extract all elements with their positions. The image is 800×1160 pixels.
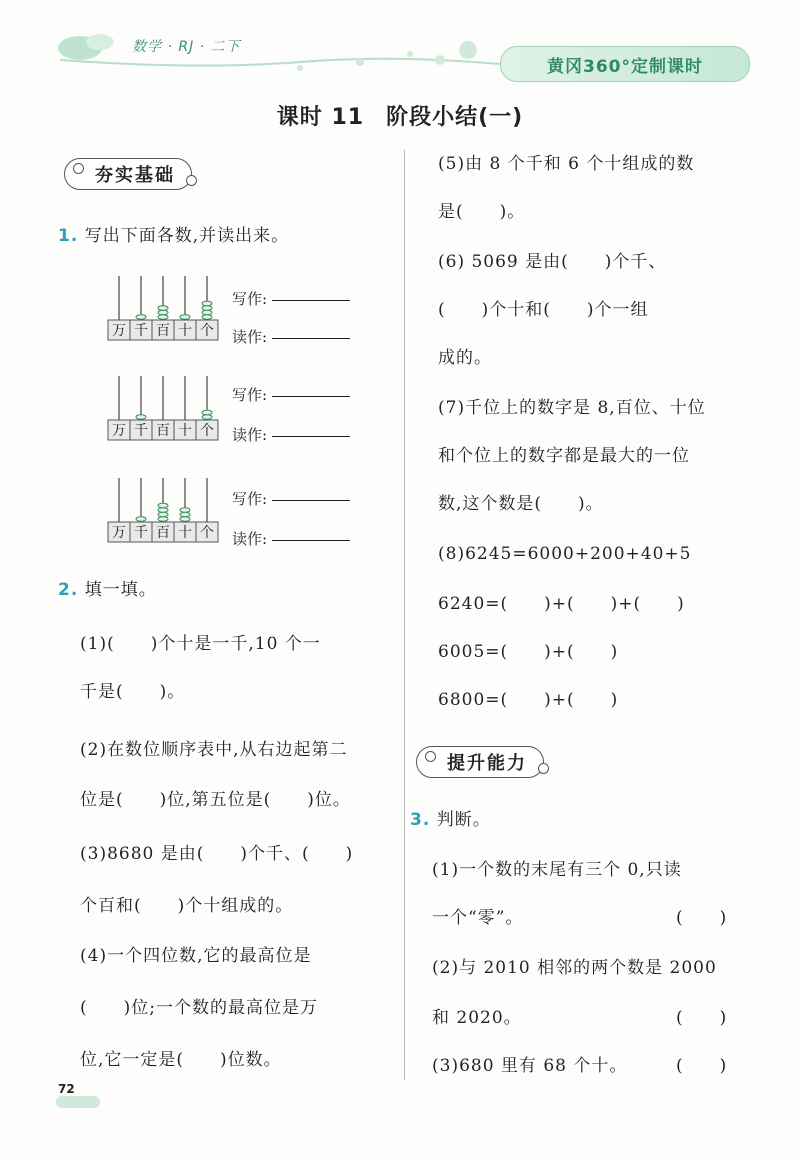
write-row-2: [232, 384, 350, 405]
place-label: 千: [134, 525, 148, 541]
q3-line: (1)一个数的末尾有三个 0,只读: [432, 860, 682, 880]
place-label: 十: [178, 423, 192, 439]
write-label: 写作:: [232, 490, 268, 508]
place-label: 百: [156, 423, 170, 439]
question-prompt: 判断。: [436, 810, 491, 830]
q2-line: (8)6245=6000+200+40+5: [438, 544, 692, 564]
abacus: [108, 478, 218, 542]
read-label: 读作:: [232, 530, 268, 548]
judge-box[interactable]: ( ): [676, 1056, 728, 1076]
section-badge-basic: [64, 158, 192, 190]
q2-line: (3)8680 是由( )个千、( ): [80, 844, 354, 864]
read-label: 读作:: [232, 426, 268, 444]
place-label: 个: [200, 423, 214, 439]
write-label: 写作:: [232, 290, 268, 308]
question-number: 1.: [58, 226, 79, 246]
abacus-bead: [202, 301, 212, 306]
abacus-figures: [100, 270, 230, 560]
q2-line: 位,它一定是( )位数。: [80, 1050, 282, 1070]
question-2: [58, 582, 157, 599]
q3-line: (2)与 2010 相邻的两个数是 2000: [432, 958, 717, 978]
read-row-1: [232, 326, 350, 347]
q2-line: 6240=( )+( )+( ): [438, 594, 685, 614]
q2-line: (2)在数位顺序表中,从右边起第二: [80, 740, 348, 760]
q2-line: (6) 5069 是由( )个千、: [438, 252, 667, 272]
page-number: 72: [58, 1082, 75, 1096]
q2-line: (5)由 8 个千和 6 个十组成的数: [438, 154, 695, 174]
place-label: 千: [134, 323, 148, 339]
abacus-bead: [136, 315, 146, 320]
badge-dot: [538, 763, 549, 774]
place-label: 百: [156, 525, 170, 541]
place-label: 千: [134, 423, 148, 439]
badge-dot: [186, 175, 197, 186]
answer-line[interactable]: [272, 395, 350, 397]
q2-line: (1)( )个十是一千,10 个一: [80, 634, 321, 654]
badge-dot: [73, 163, 84, 174]
abacus-bead: [202, 315, 212, 320]
answer-line[interactable]: [272, 435, 350, 437]
lesson-number: 课时 11: [276, 105, 365, 130]
place-label: 个: [200, 323, 214, 339]
q3-line: (3)680 里有 68 个十。: [432, 1056, 628, 1076]
q2-line: 6800=( )+( ): [438, 690, 619, 710]
answer-line[interactable]: [272, 499, 350, 501]
q2-line: 6005=( )+( ): [438, 642, 619, 662]
place-label: 万: [112, 525, 126, 541]
judge-box[interactable]: ( ): [676, 1008, 728, 1028]
answer-line[interactable]: [272, 299, 350, 301]
section-badge-improve: [416, 746, 544, 778]
question-number: 2.: [58, 580, 79, 600]
section-title-improve: 提升能力: [447, 753, 527, 774]
q3-line: 一个“零”。: [432, 908, 524, 928]
q2-line: 千是( )。: [80, 682, 186, 702]
abacus-bead: [202, 306, 212, 311]
abacus-bead: [180, 517, 190, 522]
abacus-bead: [158, 508, 168, 513]
abacus: [108, 376, 218, 440]
q2-line: 和个位上的数字都是最大的一位: [438, 446, 690, 466]
question-1: [58, 228, 289, 245]
place-label: 十: [178, 323, 192, 339]
answer-line[interactable]: [272, 337, 350, 339]
abacus-bead: [158, 503, 168, 508]
abacus-bead: [180, 512, 190, 517]
abacus: [108, 276, 218, 340]
abacus-bead: [158, 315, 168, 320]
place-label: 个: [200, 525, 214, 541]
abacus-bead: [136, 415, 146, 420]
read-row-2: [232, 424, 350, 445]
place-label: 万: [112, 323, 126, 339]
q2-line: (4)一个四位数,它的最高位是: [80, 946, 312, 966]
badge-dot: [425, 751, 436, 762]
write-label: 写作:: [232, 386, 268, 404]
subject-label: 数学 · RJ · 二下: [132, 39, 241, 55]
write-row-1: [232, 288, 350, 309]
page-title: [0, 100, 800, 131]
q2-line: 位是( )位,第五位是( )位。: [80, 790, 351, 810]
abacus-bead: [158, 310, 168, 315]
abacus-bead: [158, 512, 168, 517]
page-number-decoration: [56, 1096, 100, 1108]
q2-line: 个百和( )个十组成的。: [80, 896, 294, 916]
q2-line: ( )个十和( )个一组: [438, 300, 649, 320]
q2-line: 是( )。: [438, 202, 526, 222]
q2-line: ( )位;一个数的最高位是万: [80, 998, 318, 1018]
brand-banner: 黄冈360°定制课时: [500, 46, 750, 82]
abacus-bead: [180, 508, 190, 513]
place-label: 十: [178, 525, 192, 541]
lesson-name: 阶段小结(一): [386, 105, 524, 130]
abacus-bead: [202, 410, 212, 415]
abacus-bead: [136, 517, 146, 522]
q3-line: 和 2020。: [432, 1008, 522, 1028]
q2-line: (7)千位上的数字是 8,百位、十位: [438, 398, 706, 418]
question-number: 3.: [410, 810, 431, 830]
read-label: 读作:: [232, 328, 268, 346]
question-prompt: 写出下面各数,并读出来。: [84, 226, 290, 246]
answer-line[interactable]: [272, 539, 350, 541]
question-prompt: 填一填。: [84, 580, 157, 600]
place-label: 百: [156, 323, 170, 339]
read-row-3: [232, 528, 350, 549]
abacus-bead: [158, 517, 168, 522]
abacus-bead: [180, 315, 190, 320]
question-3: [410, 812, 491, 829]
abacus-bead: [202, 310, 212, 315]
q2-line: 数,这个数是( )。: [438, 494, 604, 514]
column-divider: [404, 150, 405, 1080]
place-label: 万: [112, 423, 126, 439]
write-row-3: [232, 488, 350, 509]
abacus-bead: [158, 306, 168, 311]
section-title-basic: 夯实基础: [95, 165, 175, 186]
abacus-bead: [202, 415, 212, 420]
judge-box[interactable]: ( ): [676, 908, 728, 928]
q2-line: 成的。: [438, 348, 492, 368]
